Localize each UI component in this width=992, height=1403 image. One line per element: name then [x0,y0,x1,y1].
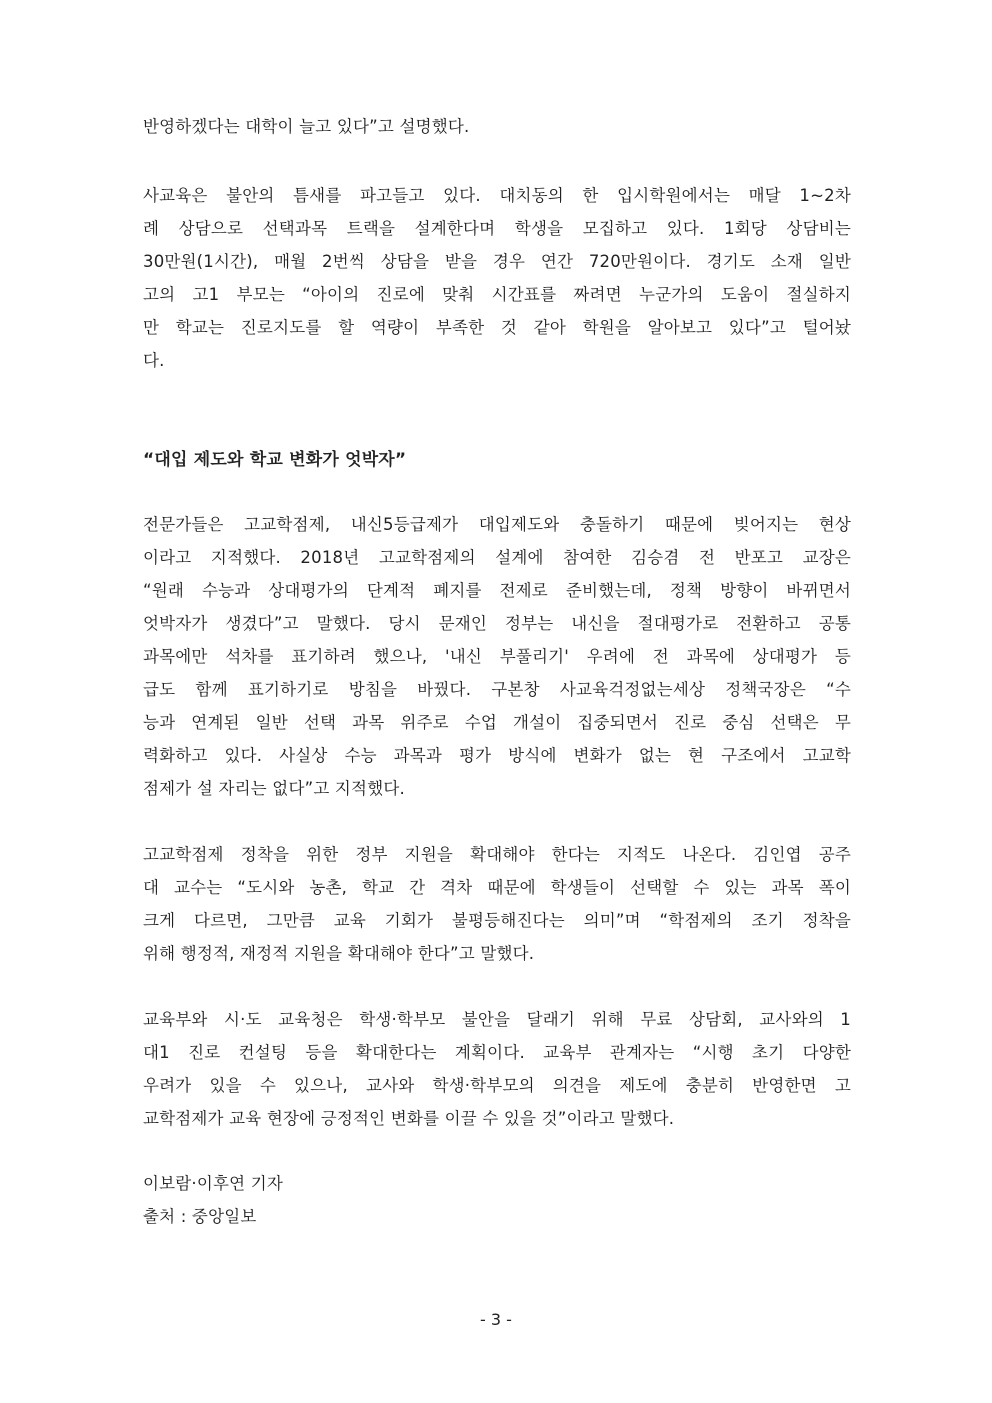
paragraph-2-line-3: 30만원(1시간), 매월 2번씩 상담을 받을 경우 연간 720만원이다. 경기도 소재 일반 [143,252,851,271]
paragraph-2-line-2: 례 상담으로 선택과목 트랙을 설계한다며 학생을 모집하고 있다. 1회당 상담비는 [143,219,851,238]
paragraph-4-line-1: 고교학점제 정착을 위한 정부 지원을 확대해야 한다는 지적도 나온다. 김인엽 공주 [143,845,851,864]
paragraph-3-line-2: 이라고 지적했다. 2018년 고교학점제의 설계에 참여한 김승겸 전 반포고 교장은 [143,548,851,567]
paragraph-4-line-4: 위해 행정적, 재정적 지원을 확대해야 한다”고 말했다. [143,944,535,963]
paragraph-4-line-3: 크게 다르면, 그만큼 교육 기회가 불평등해진다는 의미”며 “학점제의 조기 정착을 [143,911,851,930]
paragraph-2-line-5: 만 학교는 진로지도를 할 역량이 부족한 것 같아 학원을 알아보고 있다”고 털어놨 [143,318,851,337]
paragraph-3-line-7: 능과 연계된 일반 선택 과목 위주로 수업 개설이 집중되면서 진로 중심 선택은 무 [143,713,851,732]
paragraph-2-line-6: 다. [143,351,165,370]
paragraph-3-line-3: “원래 수능과 상대평가의 단계적 폐지를 전제로 준비했는데, 정책 방향이 바뀌면서 [143,581,851,600]
paragraph-4-line-2: 대 교수는 “도시와 농촌, 학교 간 격차 때문에 학생들이 선택할 수 있는 과목 폭이 [143,878,851,897]
byline: 이보람·이후연 기자 [143,1174,284,1193]
section-heading: “대입 제도와 학교 변화가 엇박자” [143,450,407,470]
paragraph-5-line-2: 대1 진로 컨설팅 등을 확대한다는 계획이다. 교육부 관계자는 “시행 초기 다양한 [143,1043,851,1062]
paragraph-5-line-1: 교육부와 시·도 교육청은 학생·학부모 불안을 달래기 위해 무료 상담회, 교사와의 1 [143,1010,851,1029]
paragraph-1-line-1: 반영하겠다는 대학이 늘고 있다”고 설명했다. [143,117,470,136]
paragraph-3-line-5: 과목에만 석차를 표기하려 했으나, '내신 부풀리기' 우려에 전 과목에 상대평가 등 [143,647,851,666]
paragraph-3-line-9: 점제가 설 자리는 없다”고 지적했다. [143,779,405,798]
paragraph-3-line-4: 엇박자가 생겼다”고 말했다. 당시 문재인 정부는 내신을 절대평가로 전환하고 공통 [143,614,851,633]
paragraph-2-line-4: 고의 고1 부모는 “아이의 진로에 맞춰 시간표를 짜려면 누군가의 도움이 절실하지 [143,285,851,304]
paragraph-5-line-3: 우려가 있을 수 있으나, 교사와 학생·학부모의 의견을 제도에 충분히 반영한면 고 [143,1076,851,1095]
page-number: - 3 - [480,1310,512,1329]
paragraph-3-line-8: 력화하고 있다. 사실상 수능 과목과 평가 방식에 변화가 없는 현 구조에서 고교학 [143,746,851,765]
paragraph-2-line-1: 사교육은 불안의 틈새를 파고들고 있다. 대치동의 한 입시학원에서는 매달 1~2차 [143,186,851,205]
source-credit: 출처 : 중앙일보 [143,1207,257,1226]
paragraph-3-line-1: 전문가들은 고교학점제, 내신5등급제가 대입제도와 충돌하기 때문에 빚어지는 현상 [143,515,851,534]
paragraph-5-line-4: 교학점제가 교육 현장에 긍정적인 변화를 이끌 수 있을 것”이라고 말했다. [143,1109,675,1128]
paragraph-3-line-6: 급도 함께 표기하기로 방침을 바꿨다. 구본창 사교육걱정없는세상 정책국장은 “수 [143,680,851,699]
